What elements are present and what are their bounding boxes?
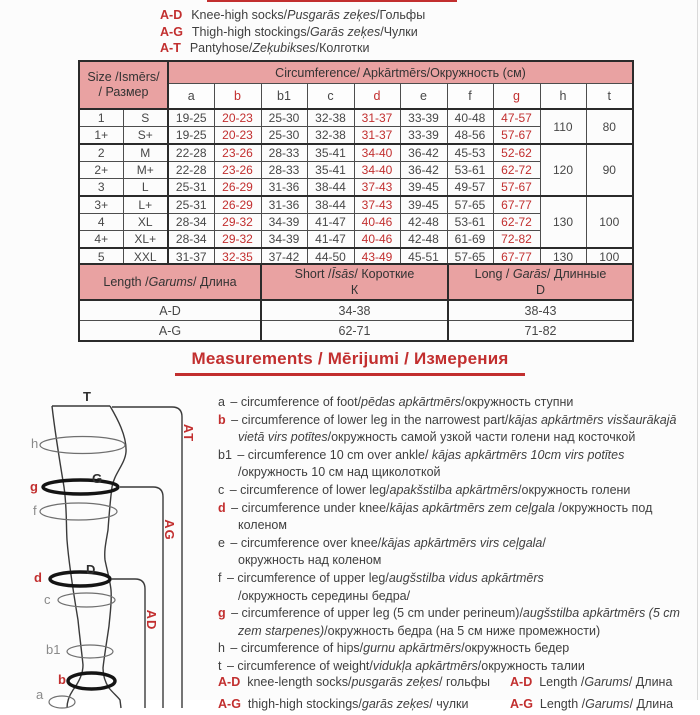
measurement-definition-e	[218, 535, 696, 570]
legend-code: A-D	[218, 675, 241, 689]
text-segment: kājas apkārtmērs virs ceļgala	[381, 535, 543, 550]
legend-label	[248, 697, 469, 711]
size-letter-cell: S+	[123, 127, 168, 145]
label-t: T	[83, 389, 91, 404]
text-segment: D	[535, 283, 546, 297]
length-row-A-D	[79, 300, 633, 321]
text-segment: vietā virs potītes	[238, 430, 328, 445]
column-letter-t: t	[586, 84, 633, 110]
text-segment: Garums	[584, 675, 629, 689]
legend-label	[539, 675, 672, 689]
column-letter-g: g	[493, 84, 540, 110]
value-cell-d: 37-43	[354, 179, 400, 197]
text-segment: К	[350, 283, 359, 297]
value-cell-d: 43-49	[354, 248, 400, 266]
measurement-key: f	[218, 570, 222, 585]
text-segment: / гольфы	[439, 675, 490, 689]
text-segment: Long /	[474, 267, 513, 281]
value-cell-b: 23-26	[214, 144, 261, 162]
label-b1: b1	[46, 642, 61, 657]
text-segment: apakšstilba apkārtmērs	[389, 482, 519, 497]
value-cell-b1: 25-30	[261, 109, 307, 127]
size-letter-cell: L+	[123, 196, 168, 214]
value-cell-a: 22-28	[168, 162, 214, 179]
size-number-cell: 3	[79, 179, 123, 197]
value-cell-d: 40-46	[354, 214, 400, 231]
text-segment: / Размер	[98, 85, 149, 99]
legend-code: A-G	[218, 697, 241, 711]
value-cell-e: 36-42	[400, 144, 447, 162]
value-cell-g: 72-82	[493, 231, 540, 249]
leg-measurement-diagram	[8, 388, 218, 700]
text-segment: Size /Ismērs/	[87, 70, 160, 84]
value-cell-b1: 31-36	[261, 196, 307, 214]
ring-g	[43, 480, 118, 494]
text-segment: Garums	[585, 697, 630, 711]
text-segment: Īsās	[331, 267, 355, 281]
text-segment: – circumference of foot/	[226, 395, 362, 409]
text-segment: Garās zeķes	[310, 24, 381, 39]
size-row-2	[79, 144, 633, 162]
label-g-cap: G	[92, 471, 103, 486]
length-long-cell: 38-43	[448, 300, 633, 321]
size-number-cell: 2	[79, 144, 123, 162]
text-segment: – circumference under knee/	[227, 500, 390, 515]
value-cell-c: 38-44	[307, 179, 354, 197]
value-cell-t: 100	[586, 248, 633, 266]
text-segment: /окружность талии	[477, 658, 585, 673]
measurements-title: Measurements / Mērijumi / Измерения	[175, 349, 524, 376]
value-cell-g: 67-77	[493, 248, 540, 266]
text-segment: – circumference of upper leg (5 cm under perineum)/	[227, 606, 523, 621]
legend-label	[540, 697, 673, 711]
value-cell-f: 48-56	[447, 127, 493, 145]
text-segment: Length /	[103, 275, 149, 289]
long-header-cell	[448, 264, 633, 300]
value-cell-b: 20-23	[214, 127, 261, 145]
product-type-item	[160, 40, 425, 57]
value-cell-g: 62-72	[493, 214, 540, 231]
product-type-item	[160, 24, 425, 41]
legend-item	[218, 671, 490, 693]
value-cell-h: 130	[540, 248, 586, 266]
text-segment: – circumference of upper leg/	[223, 570, 389, 585]
measurements-title-wrap	[0, 349, 700, 376]
product-type-label	[192, 25, 418, 39]
value-cell-f: 57-65	[447, 196, 493, 214]
length-short-cell: 62-71	[261, 321, 448, 342]
value-cell-f: 57-65	[447, 248, 493, 266]
value-cell-a: 31-37	[168, 248, 214, 266]
size-table	[78, 60, 634, 267]
ring-b1	[67, 645, 113, 658]
ring-h	[40, 437, 125, 454]
text-segment: Knee-high socks/	[191, 8, 288, 22]
column-letter-b: b	[214, 84, 261, 110]
label-c: c	[44, 592, 51, 607]
legend-item	[510, 693, 673, 715]
value-cell-h: 130	[540, 196, 586, 248]
ring-b	[68, 673, 115, 689]
text-segment: kājas apkārtmērs zem ceļgala	[389, 500, 555, 515]
measurement-definition-b	[218, 412, 696, 447]
text-segment: zem starpenes)	[238, 623, 325, 638]
text-segment: /окружность середины бедра/	[238, 588, 411, 603]
length-header-row	[79, 264, 633, 300]
value-cell-a: 25-31	[168, 179, 214, 197]
size-letter-cell: M+	[123, 162, 168, 179]
text-segment: окружность над коленом	[238, 553, 382, 568]
column-letter-c: c	[307, 84, 354, 110]
value-cell-g: 47-57	[493, 109, 540, 127]
size-letter-cell: M	[123, 144, 168, 162]
value-cell-b: 26-29	[214, 179, 261, 197]
text-segment: Garums	[148, 275, 194, 289]
bottom-legend-garments	[218, 671, 490, 715]
text-segment: /окружность ступни	[461, 395, 574, 409]
value-cell-a: 19-25	[168, 109, 214, 127]
value-cell-b1: 34-39	[261, 214, 307, 231]
label-d-cap: D	[86, 562, 96, 577]
value-cell-e: 39-45	[400, 179, 447, 197]
leg-outline-right	[103, 406, 126, 708]
measurement-key: e	[218, 535, 225, 550]
value-cell-c: 32-38	[307, 109, 354, 127]
measurement-key: t	[218, 658, 222, 673]
label-at: AT	[181, 423, 196, 443]
value-cell-c: 38-44	[307, 196, 354, 214]
size-number-cell: 4	[79, 214, 123, 231]
ring-c	[58, 593, 115, 607]
text-segment: /	[542, 535, 546, 550]
text-segment: – circumference of lower leg/	[226, 482, 390, 497]
label-a: a	[36, 687, 44, 702]
value-cell-d: 37-43	[354, 196, 400, 214]
text-segment: Garās	[512, 267, 547, 281]
label-b: b	[58, 672, 66, 687]
text-segment: Length /	[539, 675, 585, 689]
text-segment: – circumference 10 cm over ankle/	[233, 447, 432, 462]
text-segment: – circumference of hips/	[226, 641, 364, 656]
text-segment: vidukļa apkārtmērs	[372, 658, 478, 673]
label-f: f	[33, 503, 37, 518]
value-cell-c: 41-47	[307, 231, 354, 249]
value-cell-b: 29-32	[214, 231, 261, 249]
measurement-definition-c	[218, 482, 696, 500]
text-segment: pēdas apkārtmērs	[361, 395, 462, 409]
measurement-definition-a	[218, 394, 696, 412]
column-letter-a: a	[168, 84, 214, 110]
legend-item	[510, 671, 673, 693]
text-segment: / Длина	[193, 275, 237, 289]
value-cell-b1: 28-33	[261, 144, 307, 162]
text-segment: / Длинные	[546, 267, 607, 281]
value-cell-b: 20-23	[214, 109, 261, 127]
length-header-cell	[79, 264, 261, 300]
bracket-ag	[120, 487, 163, 708]
text-segment: Zeķubikses	[252, 41, 316, 55]
measurement-key: c	[218, 482, 225, 497]
length-table	[78, 263, 634, 342]
product-type-label	[190, 41, 370, 55]
size-row-3+	[79, 196, 633, 214]
measurement-definition-h	[218, 640, 696, 658]
text-segment: augšstilba vidus apkārtmērs	[388, 570, 544, 585]
value-cell-h: 120	[540, 144, 586, 196]
length-long-cell: 71-82	[448, 321, 633, 342]
value-cell-t: 100	[586, 196, 633, 248]
ring-a	[49, 696, 75, 708]
text-segment: Pusgarās zeķes	[287, 8, 377, 22]
size-number-cell: 4+	[79, 231, 123, 249]
text-segment: Thigh-high stockings/	[191, 24, 311, 39]
value-cell-a: 19-25	[168, 127, 214, 145]
column-letter-f: f	[447, 84, 493, 110]
value-cell-d: 34-40	[354, 144, 400, 162]
length-label-cell: A-G	[79, 321, 261, 342]
text-segment: /Колготки	[315, 41, 370, 55]
column-letter-h: h	[540, 84, 586, 110]
measurement-definition-b1	[218, 447, 696, 482]
value-cell-c: 35-41	[307, 144, 354, 162]
value-cell-f: 53-61	[447, 162, 493, 179]
text-segment: Pantyhose/	[189, 41, 253, 55]
value-cell-t: 80	[586, 109, 633, 144]
measurement-key: d	[218, 500, 226, 515]
legend-label	[247, 675, 490, 689]
product-type-legend	[160, 7, 425, 57]
text-segment: /Чулки	[380, 24, 418, 39]
text-segment: – circumference over knee/	[226, 535, 382, 550]
value-cell-d: 31-37	[354, 127, 400, 145]
value-cell-b: 29-32	[214, 214, 261, 231]
bracket-at	[112, 407, 182, 708]
column-letter-b1: b1	[261, 84, 307, 110]
measurement-key: a	[218, 395, 225, 409]
value-cell-b1: 34-39	[261, 231, 307, 249]
value-cell-d: 31-37	[354, 109, 400, 127]
legend-code: A-G	[510, 697, 533, 711]
value-cell-e: 42-48	[400, 214, 447, 231]
text-segment: / чулки	[429, 697, 469, 711]
text-segment: /окружность самой узкой части голени над косточкой	[327, 430, 636, 445]
text-segment: /окружность под коленом	[238, 500, 653, 533]
circumference-header-cell: Circumference/ Apkārtmērs/Окружность (см)	[168, 61, 633, 84]
text-segment: – circumference of lower leg in the narrowest part/	[227, 412, 509, 427]
value-cell-c: 35-41	[307, 162, 354, 179]
label-d: d	[34, 570, 42, 585]
value-cell-a: 28-34	[168, 214, 214, 231]
text-segment: knee-length socks/	[247, 675, 352, 689]
label-h: h	[31, 436, 39, 451]
size-number-cell: 1+	[79, 127, 123, 145]
value-cell-e: 33-39	[400, 109, 447, 127]
text-segment: augšstilba apkārtmērs (5 cm	[522, 606, 680, 621]
title-underline-partial	[207, 0, 457, 2]
text-segment: /окружность бедер	[461, 641, 570, 656]
size-letter-cell: XXL	[123, 248, 168, 266]
measurement-key: h	[218, 641, 225, 656]
text-segment: /Гольфы	[376, 8, 426, 22]
length-short-cell: 34-38	[261, 300, 448, 321]
value-cell-g: 52-62	[493, 144, 540, 162]
product-type-item	[160, 7, 425, 24]
text-segment: /окружность голени	[518, 482, 631, 497]
value-cell-b1: 31-36	[261, 179, 307, 197]
ring-f	[40, 503, 117, 520]
ring-d	[50, 572, 110, 586]
value-cell-b1: 37-42	[261, 248, 307, 266]
measurement-definition-d	[218, 500, 696, 535]
value-cell-e: 45-51	[400, 248, 447, 266]
bracket-ad	[111, 579, 145, 708]
measurement-key: b	[218, 412, 226, 427]
text-segment: / Длина	[628, 675, 673, 689]
value-cell-g: 62-72	[493, 162, 540, 179]
text-segment: gurnu apkārtmērs	[363, 641, 462, 656]
value-cell-f: 53-61	[447, 214, 493, 231]
text-segment: thigh-high stockings/	[247, 697, 362, 711]
size-header-cell	[79, 61, 168, 109]
size-row-1	[79, 109, 633, 127]
size-letter-cell: XL	[123, 214, 168, 231]
value-cell-a: 28-34	[168, 231, 214, 249]
value-cell-c: 32-38	[307, 127, 354, 145]
product-code: A-D	[160, 8, 183, 22]
length-row-A-G	[79, 321, 633, 342]
measurement-definition-g	[218, 605, 696, 640]
value-cell-e: 39-45	[400, 196, 447, 214]
value-cell-f: 45-53	[447, 144, 493, 162]
bottom-legend-lengths	[510, 671, 673, 715]
value-cell-c: 44-50	[307, 248, 354, 266]
length-label-cell: A-D	[79, 300, 261, 321]
value-cell-b: 26-29	[214, 196, 261, 214]
value-cell-f: 40-48	[447, 109, 493, 127]
size-number-cell: 3+	[79, 196, 123, 214]
measurement-definitions	[218, 394, 696, 676]
measurement-key: b1	[218, 447, 232, 462]
product-code: A-T	[160, 41, 181, 55]
size-letter-cell: XL+	[123, 231, 168, 249]
value-cell-d: 40-46	[354, 231, 400, 249]
size-number-cell: 1	[79, 109, 123, 127]
value-cell-t: 90	[586, 144, 633, 196]
size-letter-cell: L	[123, 179, 168, 197]
value-cell-b1: 28-33	[261, 162, 307, 179]
label-ag: AG	[162, 519, 177, 541]
value-cell-f: 49-57	[447, 179, 493, 197]
value-cell-c: 41-47	[307, 214, 354, 231]
value-cell-h: 110	[540, 109, 586, 144]
text-segment: kājas apkārtmērs visšaurākajā	[508, 412, 677, 427]
value-cell-g: 57-67	[493, 179, 540, 197]
text-segment: garās zeķes	[361, 697, 430, 711]
value-cell-f: 61-69	[447, 231, 493, 249]
text-segment: pusgarās zeķes	[351, 675, 440, 689]
text-segment: Short /	[294, 267, 332, 281]
value-cell-e: 36-42	[400, 162, 447, 179]
text-segment: / Короткие	[354, 267, 415, 281]
value-cell-g: 67-77	[493, 196, 540, 214]
value-cell-a: 22-28	[168, 144, 214, 162]
text-segment: – circumference of weight/	[223, 658, 373, 673]
size-number-cell: 2+	[79, 162, 123, 179]
size-number-cell: 5	[79, 248, 123, 266]
text-segment: / Длина	[629, 697, 674, 711]
text-segment: /окружность 10 см над щиколоткой	[238, 465, 441, 480]
short-header-cell	[261, 264, 448, 300]
product-type-label	[191, 8, 425, 22]
text-segment: Length /	[539, 697, 586, 711]
measurement-definition-f	[218, 570, 696, 605]
value-cell-b1: 25-30	[261, 127, 307, 145]
value-cell-e: 33-39	[400, 127, 447, 145]
measurement-key: g	[218, 606, 226, 621]
text-segment: kājas apkārtmērs 10cm virs potītes	[431, 447, 625, 462]
column-letter-d: d	[354, 84, 400, 110]
label-g: g	[30, 479, 38, 494]
value-cell-a: 25-31	[168, 196, 214, 214]
value-cell-d: 34-40	[354, 162, 400, 179]
value-cell-b: 32-35	[214, 248, 261, 266]
size-letter-cell: S	[123, 109, 168, 127]
text-segment: /окружность бедра (на 5 см ниже промежности)	[324, 623, 601, 638]
column-letter-e: e	[400, 84, 447, 110]
legend-code: A-D	[510, 675, 533, 689]
size-table-header-row	[79, 61, 633, 84]
label-ad: AD	[144, 609, 159, 631]
legend-item	[218, 693, 490, 715]
value-cell-b: 23-26	[214, 162, 261, 179]
value-cell-e: 42-48	[400, 231, 447, 249]
value-cell-g: 57-67	[493, 127, 540, 145]
product-code: A-G	[160, 24, 183, 39]
